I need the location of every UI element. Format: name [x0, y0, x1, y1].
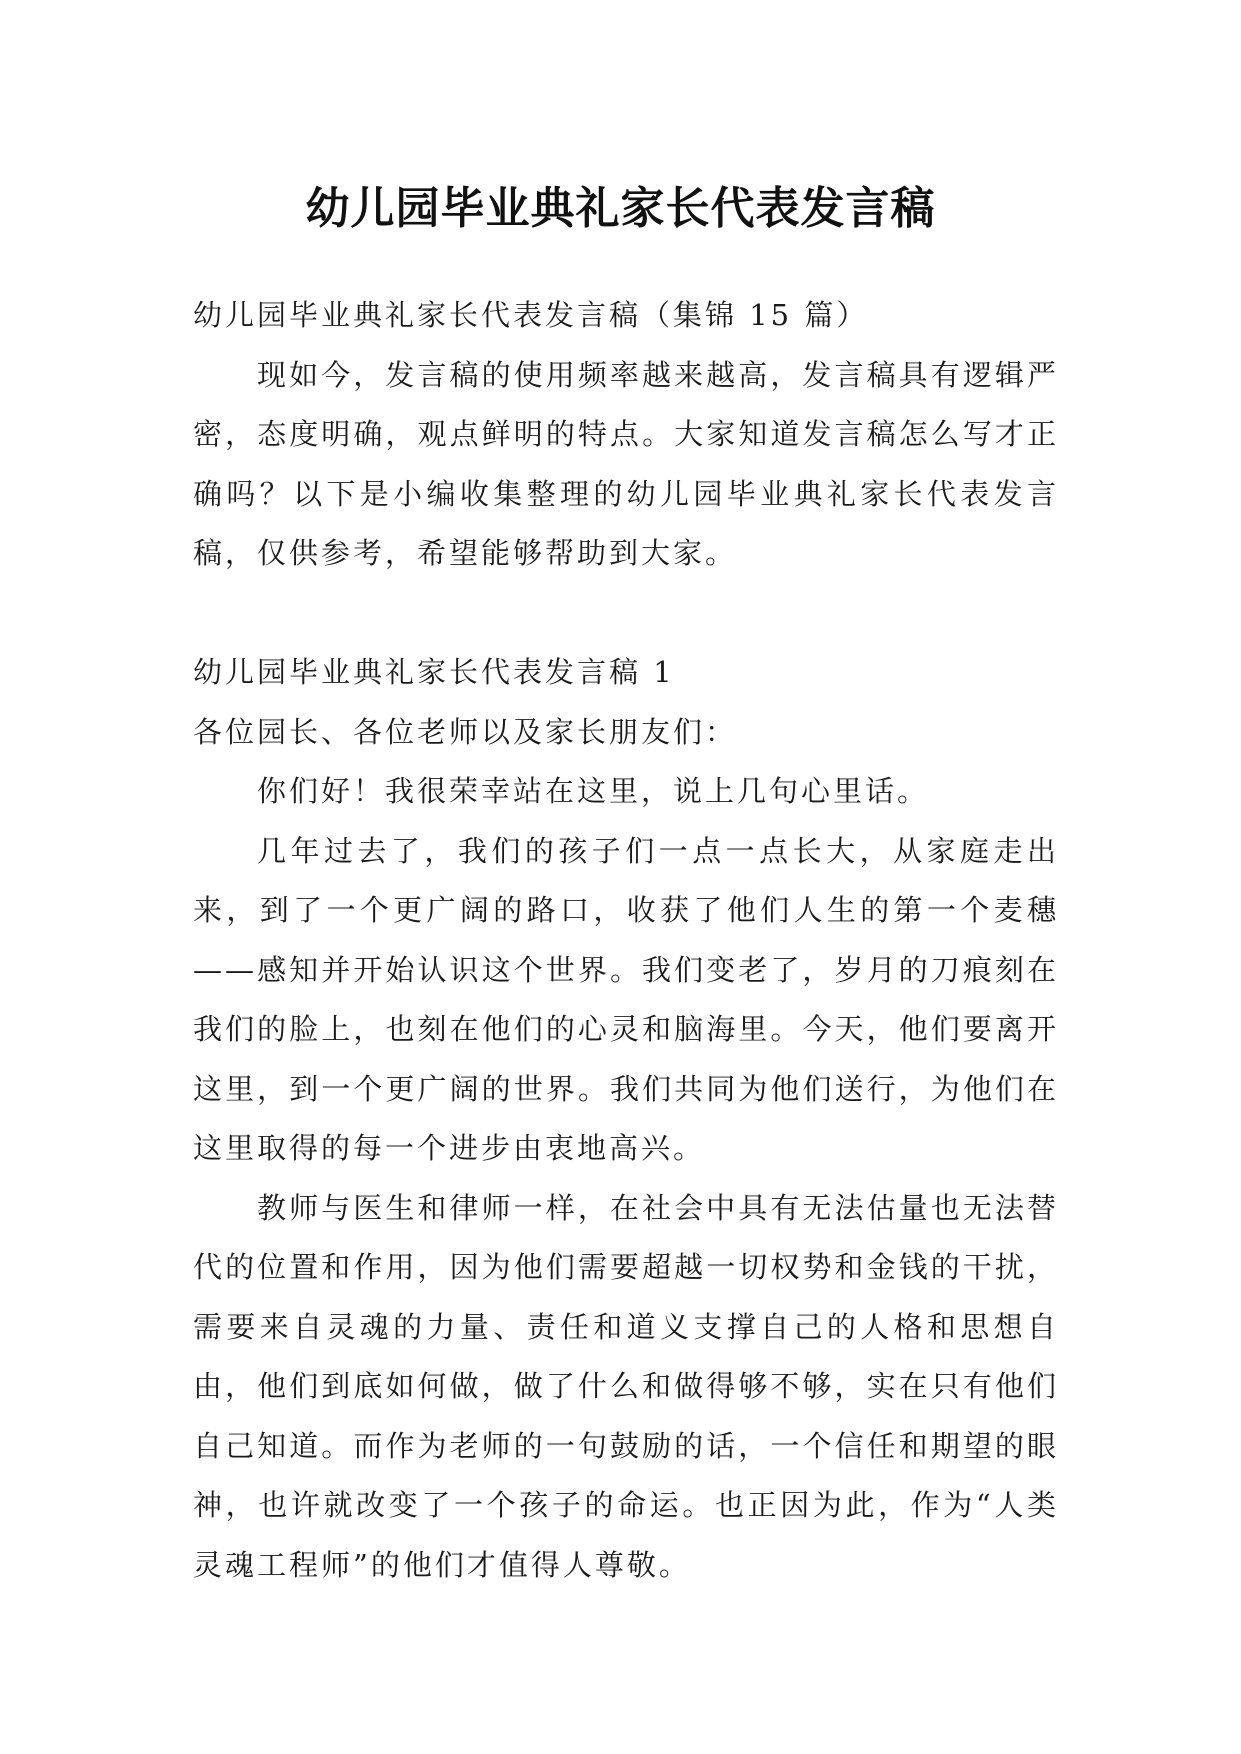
salutation: 各位园长、各位老师以及家长朋友们： — [193, 714, 738, 749]
body-paragraph-3: 教师与医生和律师一样，在社会中具有无法估量也无法替代的位置和作用，因为他们需要超越一切权势和金钱的干扰，需要来自灵魂的力量、责任和道义支撑自己的人格和思想自由，他们到底如何做，做了什么和做得够不够，实在只有他们自己知道。而作为老师的一句鼓励的话，一个信任和期望的眼神，也许就改变了一个孩子的命运。也正因为此，作为“人类灵魂工程师”的他们才值得人尊敬。 — [193, 1190, 1059, 1582]
body-paragraph-2: 几年过去了，我们的孩子们一点一点长大，从家庭走出来，到了一个更广阔的路口，收获了他们人生的第一个麦穗——感知并开始认识这个世界。我们变老了，岁月的刀痕刻在我们的脸上，也刻在他们的心灵和脑海里。今天，他们要离开这里，到一个更广阔的世界。我们共同为他们送行，为他们在这里取得的每一个进步由衷地高兴。 — [193, 833, 1059, 1165]
section-heading: 幼儿园毕业典礼家长代表发言稿 1 — [193, 655, 675, 689]
intro-paragraph: 现如今，发言稿的使用频率越来越高，发言稿具有逻辑严密，态度明确，观点鲜明的特点。大家知道发言稿怎么写才正确吗？以下是小编收集整理的幼儿园毕业典礼家长代表发言稿，仅供参考，希望能够帮助到大家。 — [193, 357, 1059, 570]
body-paragraph-1: 你们好！我很荣幸站在这里，说上几句心里话。 — [257, 774, 930, 808]
document-body — [193, 286, 1059, 1595]
section-spacer — [193, 584, 1059, 644]
document-subtitle: 幼儿园毕业典礼家长代表发言稿（集锦 15 篇） — [193, 298, 869, 332]
document-title: 幼儿园毕业典礼家长代表发言稿 — [305, 183, 936, 235]
